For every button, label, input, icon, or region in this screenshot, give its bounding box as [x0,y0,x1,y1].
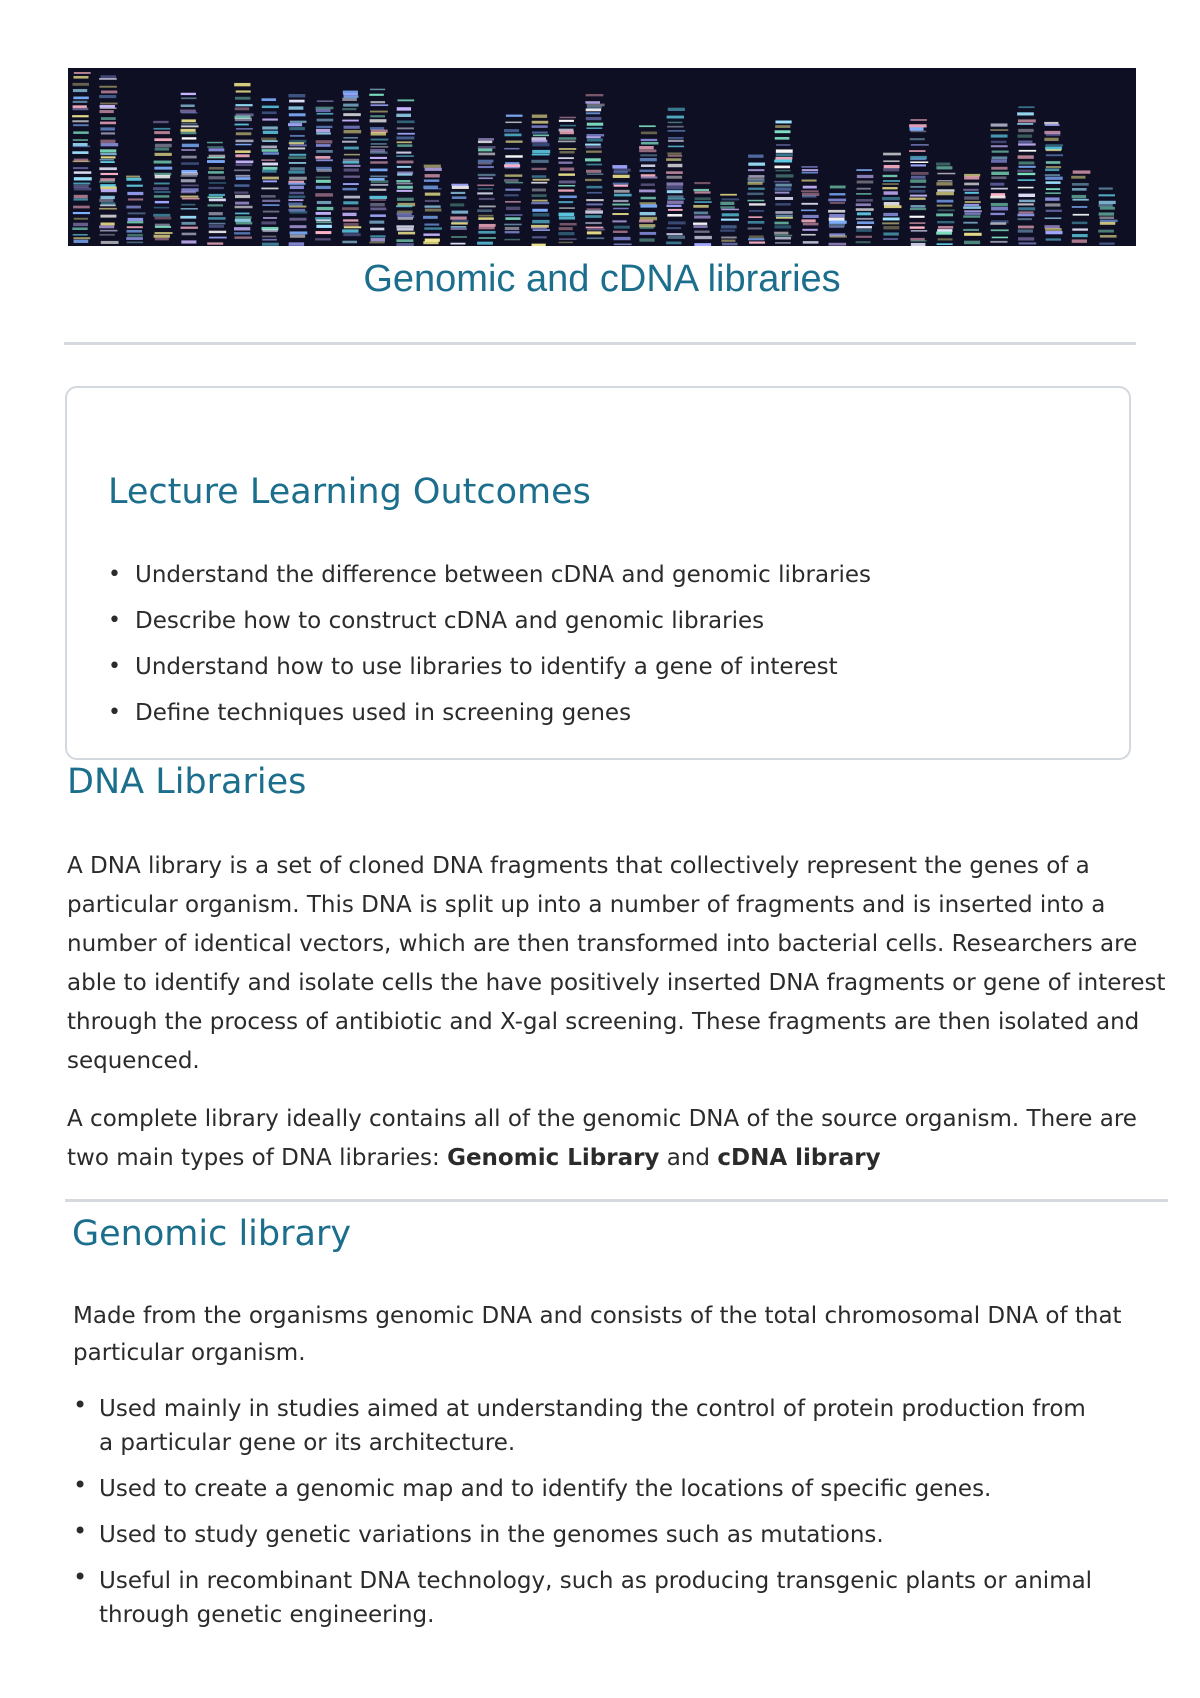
list-item: • Used mainly in studies aimed at understanding the control of protein production from a particular gene or its architecture. [73,1392,1099,1460]
genomic-library-heading: Genomic library [72,1214,352,1254]
cdna-library-term: cDNA library [717,1145,881,1171]
list-item: • Understand the difference between cDNA and genomic libraries [108,552,1108,598]
divider [64,342,1136,345]
genomic-library-intro: Made from the organisms genomic DNA and consists of the total chromosomal DNA of that particular organism. [73,1303,1122,1366]
list-item: • Used to study genetic variations in the genomes such as mutations. [73,1518,1133,1552]
dna-banner-image [68,68,1136,246]
list-item: • Understand how to use libraries to identify a gene of interest [108,644,1108,690]
genomic-library-term: Genomic Library [447,1145,660,1171]
dna-libraries-paragraph: A DNA library is a set of cloned DNA fragments that collectively represent the genes of a particular organism. This DNA is split up into a number of fragments and is inserted into a number of identical vectors, which are then transformed into bacterial cells. Researchers are able to identify and isolate cells the have positively inserted DNA fragments or gene of interest through the process of antibiotic and X-gal screening. These fragments are then isolated and sequenced. [67,853,1166,1074]
page-title: Genomic and cDNA libraries [363,258,841,300]
list-item: • Describe how to construct cDNA and genomic libraries [108,598,1108,644]
list-item: • Used to create a genomic map and to identify the locations of specific genes. [73,1472,1133,1506]
dna-sequencing-gel-icon [68,68,1136,246]
learning-outcomes-title: Lecture Learning Outcomes [108,472,591,512]
divider [65,1199,1168,1202]
learning-outcomes-list [108,552,1108,736]
genomic-library-uses-list [73,1392,1133,1644]
list-item: • Useful in recombinant DNA technology, such as producing transgenic plants or animal through genetic engineering. [73,1564,1099,1632]
text-span: and [659,1145,718,1171]
library-types-paragraph [67,1100,1167,1178]
list-item: • Define techniques used in screening genes [108,690,1108,736]
text-span: A complete library ideally contains all of the genomic DNA of the source organism. There are two main types of DNA libraries: [67,1106,1137,1171]
dna-libraries-heading: DNA Libraries [67,762,307,802]
